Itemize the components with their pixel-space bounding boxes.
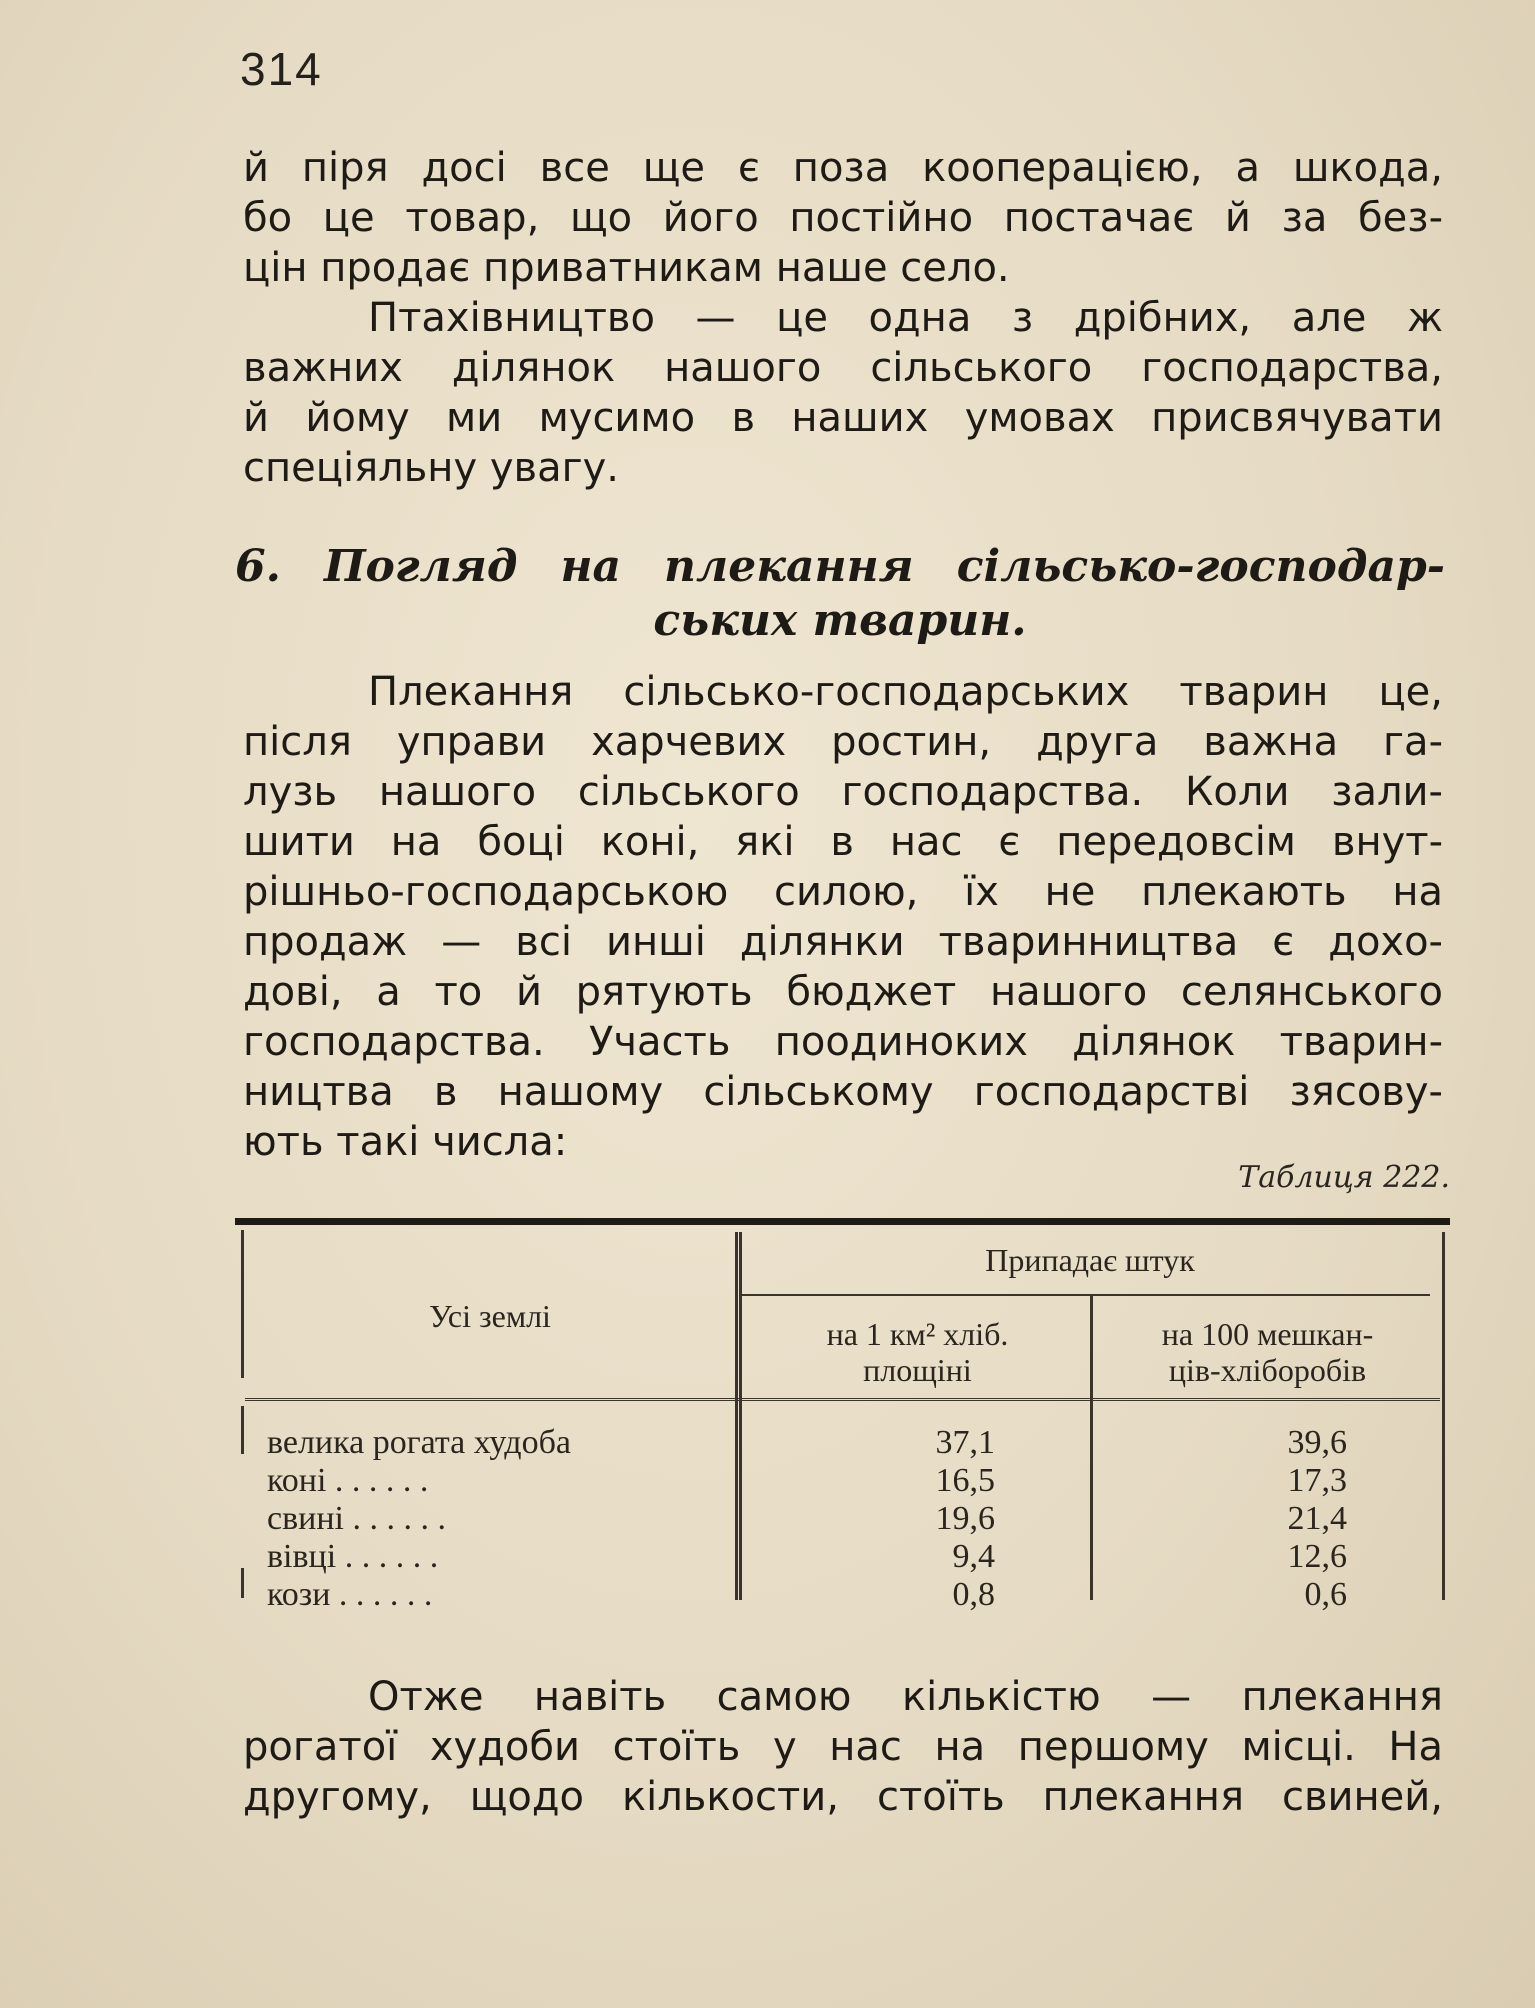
text-line: господарства. Участь поодиноких ділянок тварин-: [243, 1019, 1443, 1065]
table-cell-per-100: 21,4: [1287, 1500, 1347, 1537]
text-line: після управи харчевих ростин, друга важна га-: [243, 719, 1443, 765]
text-line: й піря досі все ще є поза кооперацією, а шкода,: [243, 145, 1443, 191]
text-line: спеціяльну увагу.: [243, 445, 619, 491]
text-line: Отже навіть самою кількістю — плекання: [368, 1674, 1443, 1720]
table-cell-per-km2: 0,8: [952, 1576, 995, 1613]
table-caption: Таблиця 222.: [1238, 1160, 1450, 1195]
column-header-per-km2: на 1 км² хліб.: [826, 1316, 1009, 1352]
paragraph-2: [243, 293, 1443, 493]
table-row-label: коні . . . . . .: [267, 1462, 429, 1499]
column-header-land: Усі землі: [429, 1298, 551, 1334]
paragraph-3: [243, 667, 1443, 1167]
table-top-rule: [235, 1218, 1450, 1225]
text-line: Плекання сільсько-господарських тварин це,: [368, 669, 1443, 715]
table-row-label: свині . . . . . .: [267, 1500, 446, 1537]
text-line: шити на боці коні, які в нас є передовсім внут-: [243, 819, 1443, 865]
column-header-per-km2: площіні: [863, 1352, 972, 1388]
text-line: рогатої худоби стоїть у нас на першому місці. На: [243, 1724, 1443, 1770]
column-group-header: Припадає штук: [985, 1242, 1195, 1278]
text-line: лузь нашого сільського господарства. Коли зали-: [243, 769, 1443, 815]
text-line: цін продає приватникам наше село.: [243, 245, 1010, 291]
section-heading: [235, 540, 1445, 648]
table-cell-per-100: 0,6: [1304, 1576, 1347, 1613]
table-row-label: вівці . . . . . .: [267, 1538, 439, 1575]
table-cell-per-km2: 16,5: [935, 1462, 995, 1499]
table-right-border: [1442, 1232, 1445, 1600]
table-left-border: [241, 1406, 244, 1454]
text-line: рішньо-господарською силою, їх не плекають на: [243, 869, 1443, 915]
table-cell-per-km2: 19,6: [935, 1500, 995, 1537]
table-left-border: [241, 1230, 244, 1378]
table-column-divider: [1090, 1294, 1093, 1600]
table-subheader-rule: [740, 1294, 1430, 1296]
livestock-table: [235, 1218, 1450, 1618]
section-heading-line: 6. Погляд на плекання сільсько-господар-: [235, 541, 1445, 592]
table-column-divider: [739, 1232, 742, 1600]
table-cell-per-100: 39,6: [1287, 1424, 1347, 1461]
table-row-label: велика рогата худоба: [267, 1424, 571, 1461]
text-line: ництва в нашому сільському господарстві зясову-: [243, 1069, 1443, 1115]
text-line: важних ділянок нашого сільського господарства,: [243, 345, 1443, 391]
table-row-label: кози . . . . . .: [267, 1576, 433, 1613]
paragraph-1: [243, 143, 1443, 293]
table-cell-per-km2: 9,4: [952, 1538, 995, 1575]
column-header-per-100: ців-хліборобів: [1168, 1352, 1367, 1388]
text-line: Птахівництво — це одна з дрібних, але ж: [368, 295, 1443, 341]
table-header-rule: [245, 1398, 1440, 1401]
table-cell-per-km2: 37,1: [935, 1424, 995, 1461]
text-line: дові, а то й рятують бюджет нашого селянського: [243, 969, 1443, 1015]
page-number: 314: [240, 43, 323, 95]
text-line: бо це товар, що його постійно постачає й за без-: [243, 195, 1443, 241]
text-line: ють такі числа:: [243, 1119, 568, 1165]
text-line: й йому ми мусимо в наших умовах присвячувати: [243, 395, 1443, 441]
table-cell-per-100: 12,6: [1287, 1538, 1347, 1575]
column-header-per-100: на 100 мешкан-: [1161, 1316, 1374, 1352]
table-left-border: [241, 1568, 244, 1598]
text-line: другому, щодо кількости, стоїть плекання свиней,: [243, 1774, 1443, 1820]
paragraph-4: [243, 1672, 1443, 1822]
table-cell-per-100: 17,3: [1287, 1462, 1347, 1499]
section-heading-line: ських тварин.: [653, 595, 1027, 646]
text-line: продаж — всі инші ділянки тваринництва є дохо-: [243, 919, 1443, 965]
